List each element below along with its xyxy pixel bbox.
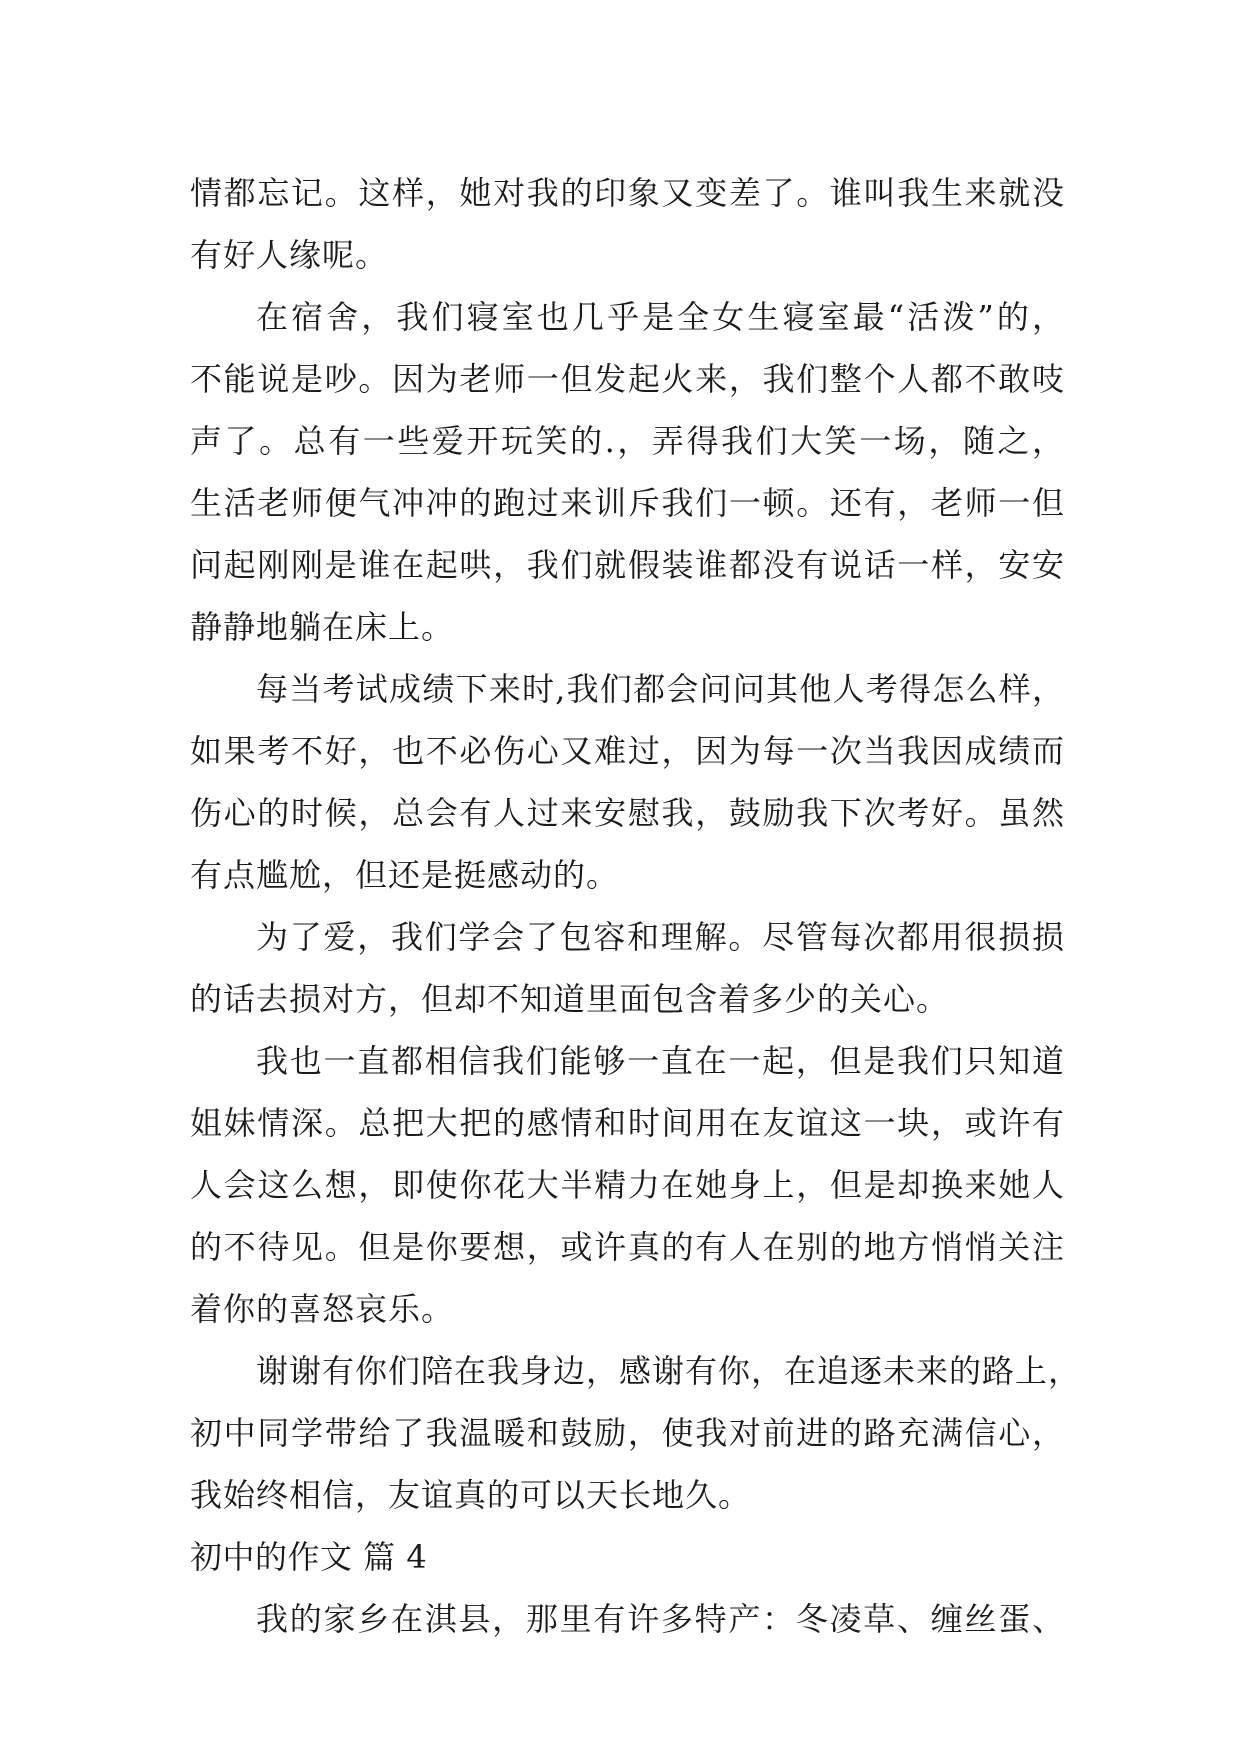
paragraph-start-line: 谢谢有你们陪在我身边，感谢有你，在追逐未来的路上， (256, 1352, 1082, 1390)
text-line: 有点尴尬，但还是挺感动的。 (190, 856, 620, 894)
paragraph-start-line: 为了爱，我们学会了包容和理解。尽管每次都用很损损 (256, 918, 1065, 956)
text-line: 伤心的时候，总会有人过来安慰我，鼓励我下次考好。虽然 (190, 794, 1065, 832)
text-line: 情都忘记。这样，她对我的印象又变差了。谁叫我生来就没 (190, 174, 1065, 212)
text-line: 不能说是吵。因为老师一但发起火来，我们整个人都不敢吱 (190, 360, 1065, 398)
paragraph-start-line: 每当考试成绩下来时,我们都会问问其他人考得怎么样， (256, 670, 1065, 708)
paragraph-start-line: 在宿舍，我们寝室也几乎是全女生寝室最“活泼”的， (256, 298, 1065, 336)
text-line: 的不待见。但是你要想，或许真的有人在别的地方悄悄关注 (190, 1228, 1065, 1266)
text-line: 如果考不好，也不必伤心又难过，因为每一次当我因成绩而 (190, 732, 1065, 770)
paragraph-start-line: 我也一直都相信我们能够一直在一起，但是我们只知道 (256, 1042, 1065, 1080)
text-line: 问起刚刚是谁在起哄，我们就假装谁都没有说话一样，安安 (190, 546, 1065, 584)
text-line: 声了。总有一些爱开玩笑的.，弄得我们大笑一场，随之， (190, 422, 1065, 460)
text-line: 静静地躺在床上。 (190, 608, 455, 646)
section-heading: 初中的作文 篇 4 (190, 1538, 428, 1576)
text-line: 的话去损对方，但却不知道里面包含着多少的关心。 (190, 980, 950, 1018)
text-line: 生活老师便气冲冲的跑过来训斥我们一顿。还有，老师一但 (190, 484, 1065, 522)
text-line: 姐妹情深。总把大把的感情和时间用在友谊这一块，或许有 (190, 1104, 1065, 1142)
essay-body (190, 162, 1082, 1650)
text-line: 人会这么想，即使你花大半精力在她身上，但是却换来她人 (190, 1166, 1065, 1204)
text-line: 有好人缘呢。 (190, 236, 389, 274)
paragraph-start-line: 我的家乡在淇县，那里有许多特产：冬凌草、缠丝蛋、 (256, 1600, 1065, 1638)
text-line: 我始终相信，友谊真的可以天长地久。 (190, 1476, 752, 1514)
text-line: 初中同学带给了我温暖和鼓励，使我对前进的路充满信心， (190, 1414, 1065, 1452)
text-line: 着你的喜怒哀乐。 (190, 1290, 455, 1328)
